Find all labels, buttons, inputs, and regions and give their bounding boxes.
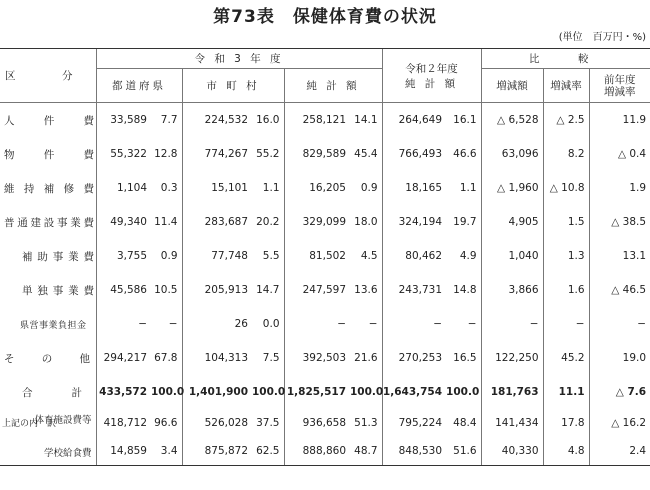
value-cell: 14.1 bbox=[354, 114, 378, 126]
header-kubun: 区 分 bbox=[0, 49, 96, 103]
value-cell: 1.1 bbox=[459, 182, 477, 194]
header-zennen-line2: 増減率 bbox=[604, 85, 636, 98]
value-cell: 104,313 bbox=[182, 341, 252, 375]
value-cell: − bbox=[96, 307, 151, 341]
value-cell: − bbox=[467, 318, 477, 330]
value-cell: 1.6 bbox=[543, 273, 589, 307]
table-row bbox=[0, 239, 650, 273]
header-r2-line2: 純 計 額 bbox=[404, 77, 459, 90]
value-cell: 77,748 bbox=[182, 239, 252, 273]
header-zougen: 増減額 bbox=[481, 69, 543, 103]
value-cell: 0.9 bbox=[160, 250, 178, 262]
value-cell: − bbox=[543, 307, 589, 341]
value-cell: 4,905 bbox=[481, 205, 543, 239]
value-cell: 829,589 bbox=[284, 137, 350, 171]
table-row bbox=[0, 409, 650, 437]
header-r2-line1: 令和２年度 bbox=[405, 62, 458, 75]
row-label-text: 県営事業負担金 bbox=[20, 320, 87, 331]
value-cell: 37.5 bbox=[256, 417, 280, 429]
value-cell: 181,763 bbox=[481, 375, 543, 409]
value-cell: 766,493 bbox=[382, 137, 446, 171]
row-label bbox=[0, 239, 96, 273]
table-row bbox=[0, 273, 650, 307]
value-cell: − bbox=[589, 307, 650, 341]
row-label-text: 補 助 事 業 費 bbox=[22, 250, 94, 263]
row-label bbox=[0, 307, 96, 341]
value-cell: 13.6 bbox=[354, 284, 378, 296]
table-row bbox=[0, 341, 650, 375]
value-cell: 26 bbox=[182, 307, 252, 341]
value-cell: − bbox=[368, 318, 378, 330]
header-zennen-line1: 前年度 bbox=[604, 73, 636, 86]
value-cell: 14.8 bbox=[453, 284, 477, 296]
value-cell: 45.4 bbox=[354, 148, 378, 160]
value-cell: 17.8 bbox=[543, 409, 589, 437]
value-cell: 48.7 bbox=[350, 437, 382, 466]
value-cell: 264,649 bbox=[382, 103, 446, 138]
value-cell: 8.2 bbox=[543, 137, 589, 171]
value-cell: 33,589 bbox=[96, 103, 151, 138]
value-cell: △ 46.5 bbox=[589, 273, 650, 307]
header-r3: 令 和 3 年 度 bbox=[96, 49, 382, 69]
value-cell: 122,250 bbox=[481, 341, 543, 375]
value-cell: 294,217 bbox=[96, 341, 151, 375]
value-cell: 45,586 bbox=[96, 273, 151, 307]
value-cell: 3.4 bbox=[151, 437, 182, 466]
value-cell: 0.9 bbox=[360, 182, 378, 194]
value-cell: 14,859 bbox=[96, 437, 151, 466]
value-cell: 46.6 bbox=[453, 148, 477, 160]
header-zougenritsu: 増減率 bbox=[543, 69, 589, 103]
value-cell: 7.7 bbox=[160, 114, 178, 126]
value-cell: 100.0 bbox=[151, 386, 185, 398]
value-cell: 55.2 bbox=[256, 148, 280, 160]
value-cell: 96.6 bbox=[154, 417, 178, 429]
row-label-text: 維 持 補 修 費 bbox=[4, 182, 94, 195]
table-title: 第73表 保健体育費の状況 bbox=[213, 7, 437, 27]
value-cell: 10.5 bbox=[154, 284, 178, 296]
value-cell: 12.8 bbox=[154, 148, 178, 160]
value-cell: 16,205 bbox=[284, 171, 350, 205]
value-cell: 1,825,517 bbox=[284, 375, 350, 409]
value-cell: − bbox=[382, 307, 446, 341]
value-cell: − bbox=[481, 307, 543, 341]
value-cell: − bbox=[284, 307, 350, 341]
value-cell: 16.1 bbox=[453, 114, 477, 126]
value-cell: 51.6 bbox=[446, 437, 481, 466]
value-cell: 848,530 bbox=[382, 437, 446, 466]
value-cell: 11.4 bbox=[154, 216, 178, 228]
row-label bbox=[0, 437, 96, 466]
value-cell: 80,462 bbox=[382, 239, 446, 273]
value-cell: 283,687 bbox=[182, 205, 252, 239]
value-cell: 1,401,900 bbox=[182, 375, 252, 409]
value-cell: 100.0 bbox=[446, 386, 480, 398]
row-label bbox=[0, 137, 96, 171]
value-cell: 15,101 bbox=[182, 171, 252, 205]
value-cell: 936,658 bbox=[284, 409, 350, 437]
header-hikaku: 比 較 bbox=[481, 49, 650, 69]
value-cell: 11.1 bbox=[543, 375, 589, 409]
value-cell: 19.0 bbox=[589, 341, 650, 375]
value-cell: 3,755 bbox=[96, 239, 151, 273]
value-cell: 324,194 bbox=[382, 205, 446, 239]
value-cell: 433,572 bbox=[96, 375, 151, 409]
value-cell: 526,028 bbox=[182, 409, 252, 437]
value-cell: △ 7.6 bbox=[589, 375, 650, 409]
value-cell: 5.5 bbox=[262, 250, 280, 262]
uchiwake-label: 上記の内 訳 bbox=[2, 419, 57, 429]
table-row bbox=[0, 307, 650, 341]
value-cell: − bbox=[168, 318, 178, 330]
value-cell: 0.3 bbox=[160, 182, 178, 194]
value-cell: 875,872 bbox=[182, 437, 252, 466]
value-cell: 270,253 bbox=[382, 341, 446, 375]
header-muni: 市 町 村 bbox=[182, 69, 284, 103]
value-cell: 205,913 bbox=[182, 273, 252, 307]
value-cell: 49,340 bbox=[96, 205, 151, 239]
value-cell: 1.9 bbox=[589, 171, 650, 205]
header-r2 bbox=[382, 49, 481, 103]
value-cell: 11.9 bbox=[589, 103, 650, 138]
value-cell: 48.4 bbox=[453, 417, 477, 429]
value-cell: 20.2 bbox=[256, 216, 280, 228]
value-cell: 62.5 bbox=[252, 437, 284, 466]
row-label-text: 人 件 費 bbox=[4, 114, 94, 127]
value-cell: 2.4 bbox=[589, 437, 650, 466]
value-cell: 224,532 bbox=[182, 103, 252, 138]
row-label-text: 合 計 bbox=[22, 386, 82, 399]
value-cell: △ 38.5 bbox=[589, 205, 650, 239]
value-cell: 329,099 bbox=[284, 205, 350, 239]
value-cell: 243,731 bbox=[382, 273, 446, 307]
value-cell: 1.5 bbox=[543, 205, 589, 239]
row-label-text: 単 独 事 業 費 bbox=[22, 284, 94, 297]
value-cell: 16.0 bbox=[256, 114, 280, 126]
row-label bbox=[0, 103, 96, 138]
value-cell: 0.0 bbox=[262, 318, 280, 330]
value-cell: 1,643,754 bbox=[382, 375, 446, 409]
value-cell: △ 10.8 bbox=[543, 171, 589, 205]
value-cell: 774,267 bbox=[182, 137, 252, 171]
row-label-text: 体育施設費等 bbox=[34, 415, 92, 426]
value-cell: 1.1 bbox=[262, 182, 280, 194]
value-cell: △ 0.4 bbox=[589, 137, 650, 171]
value-cell: 3,866 bbox=[481, 273, 543, 307]
value-cell: 4.9 bbox=[459, 250, 477, 262]
row-label bbox=[0, 341, 96, 375]
value-cell: △ 2.5 bbox=[543, 103, 589, 138]
value-cell: △ 1,960 bbox=[481, 171, 543, 205]
table-row bbox=[0, 103, 650, 138]
row-label-text: 学校給食費 bbox=[43, 448, 92, 459]
header-pref: 都道府県 bbox=[96, 69, 182, 103]
header-total: 純 計 額 bbox=[284, 69, 382, 103]
value-cell: 55,322 bbox=[96, 137, 151, 171]
row-label bbox=[0, 205, 96, 239]
value-cell: 418,712 bbox=[96, 409, 151, 437]
row-label-text: 普 通 建 設 事 業 費 bbox=[4, 216, 94, 229]
row-label-text: そ の 他 bbox=[4, 352, 90, 365]
value-cell: 258,121 bbox=[284, 103, 350, 138]
value-cell: 141,434 bbox=[481, 409, 543, 437]
row-label bbox=[0, 375, 96, 409]
value-cell: 16.5 bbox=[453, 352, 477, 364]
table-row bbox=[0, 437, 650, 466]
value-cell: 18.0 bbox=[354, 216, 378, 228]
table-row bbox=[0, 205, 650, 239]
value-cell: △ 6,528 bbox=[481, 103, 543, 138]
value-cell: 67.8 bbox=[154, 352, 178, 364]
value-cell: 247,597 bbox=[284, 273, 350, 307]
value-cell: 795,224 bbox=[382, 409, 446, 437]
value-cell: 1,104 bbox=[96, 171, 151, 205]
value-cell: 4.5 bbox=[360, 250, 378, 262]
value-cell: 7.5 bbox=[262, 352, 280, 364]
row-label-text: 物 件 費 bbox=[4, 148, 94, 161]
value-cell: △ 16.2 bbox=[589, 409, 650, 437]
value-cell: 51.3 bbox=[354, 417, 378, 429]
row-label bbox=[0, 273, 96, 307]
row-label bbox=[0, 171, 96, 205]
unit-note: (単位 百万円・%) bbox=[558, 32, 646, 43]
table-row bbox=[0, 171, 650, 205]
expenditure-table bbox=[0, 48, 650, 466]
value-cell: 1,040 bbox=[481, 239, 543, 273]
value-cell: 21.6 bbox=[354, 352, 378, 364]
value-cell: 392,503 bbox=[284, 341, 350, 375]
value-cell: 81,502 bbox=[284, 239, 350, 273]
value-cell: 40,330 bbox=[481, 437, 543, 466]
value-cell: 100.0 bbox=[252, 386, 286, 398]
value-cell: 13.1 bbox=[589, 239, 650, 273]
table-row bbox=[0, 375, 650, 409]
value-cell: 14.7 bbox=[256, 284, 280, 296]
value-cell: 45.2 bbox=[543, 341, 589, 375]
value-cell: 1.3 bbox=[543, 239, 589, 273]
value-cell: 18,165 bbox=[382, 171, 446, 205]
value-cell: 100.0 bbox=[350, 386, 384, 398]
value-cell: 4.8 bbox=[543, 437, 589, 466]
row-label bbox=[0, 409, 96, 437]
header-zennen bbox=[589, 69, 650, 103]
value-cell: 888,860 bbox=[284, 437, 350, 466]
value-cell: 19.7 bbox=[453, 216, 477, 228]
table-row bbox=[0, 137, 650, 171]
value-cell: 63,096 bbox=[481, 137, 543, 171]
